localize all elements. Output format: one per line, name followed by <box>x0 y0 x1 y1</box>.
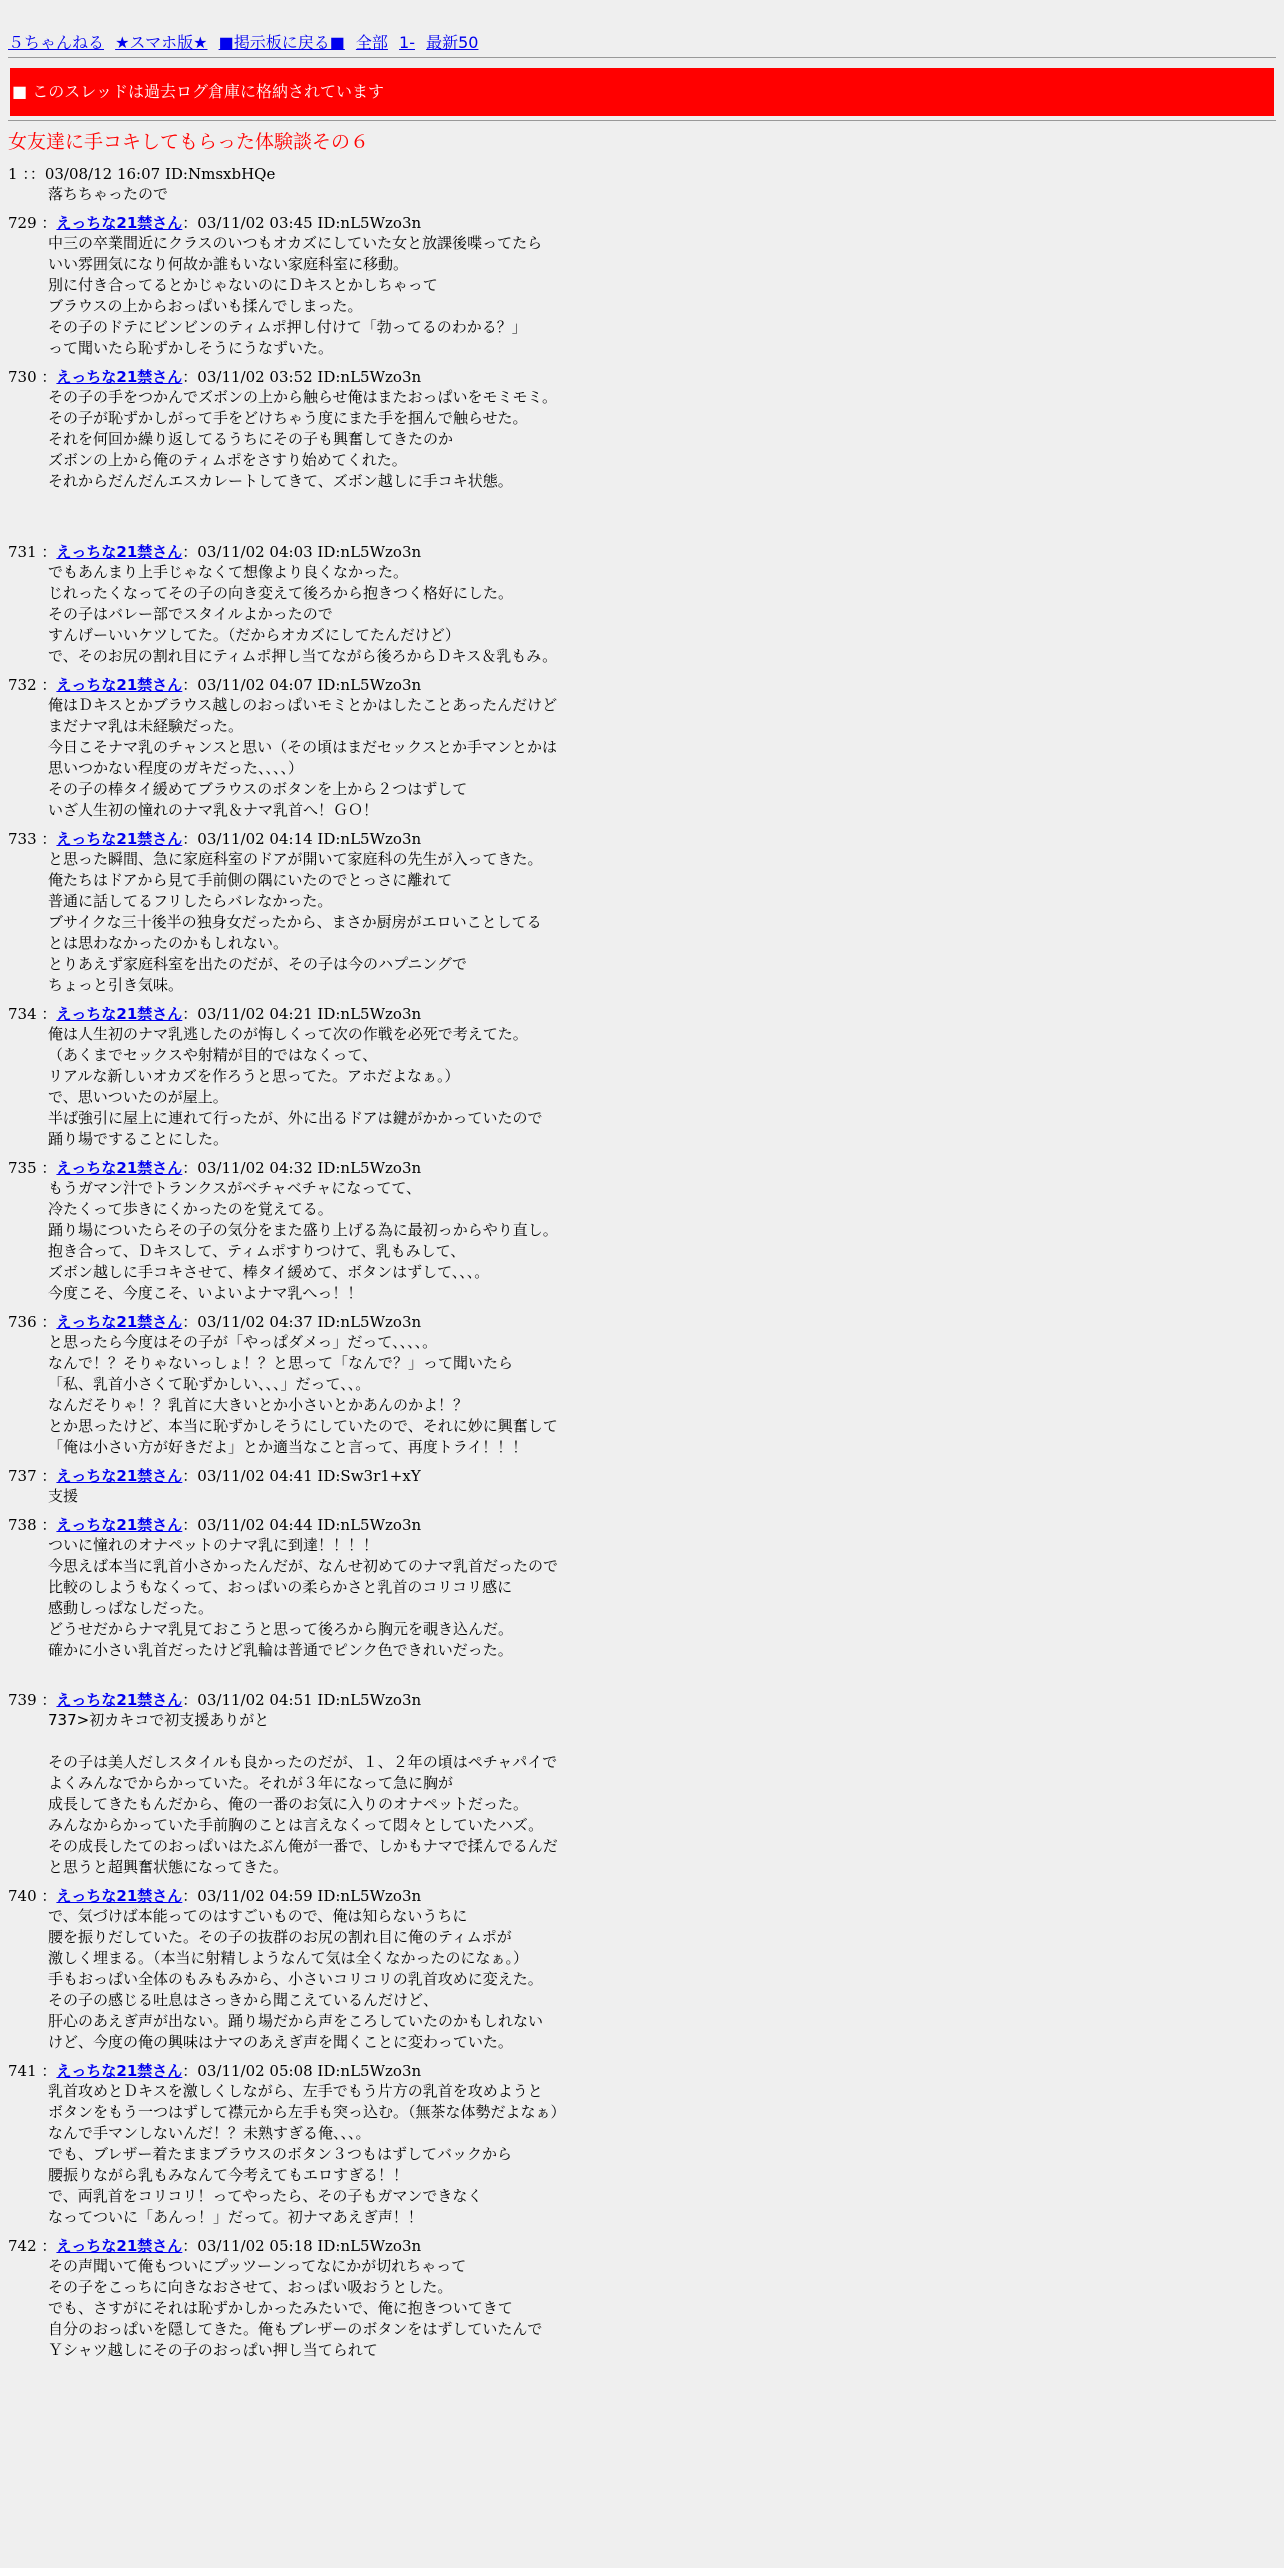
post-header: 730 ：えっちな21禁さん：03/11/02 03:52 ID:nL5Wzo3n <box>8 368 422 386</box>
poster-name-link[interactable]: えっちな21禁さん <box>56 1467 183 1485</box>
poster-name-link[interactable]: えっちな21禁さん <box>56 830 183 848</box>
post-item <box>8 2236 1276 2361</box>
poster-name-link[interactable]: えっちな21禁さん <box>56 2237 183 2255</box>
post-item <box>8 1004 1276 1150</box>
post-date-id: ：03/11/02 05:18 ID:nL5Wzo3n <box>182 2237 422 2255</box>
post-number: 740 <box>8 1887 37 1905</box>
post-header: 731 ：えっちな21禁さん：03/11/02 04:03 ID:nL5Wzo3n <box>8 543 422 561</box>
post-item <box>8 542 1276 667</box>
post-number: 739 <box>8 1691 37 1709</box>
post-date-id: ：03/11/02 03:52 ID:nL5Wzo3n <box>182 368 422 386</box>
site-link[interactable]: ５ちゃんねる <box>8 33 105 52</box>
post-body: もうガマン汁でトランクスがベチャベチャになってて、 冷たくって歩きにくかったのを覚えてる。 踊り場についたらその子の気分をまた盛り上げる為に最初っからやり直し。 抱き合って、Ｄキスして、ティムポすりつけて、乳もみして、 ズボン越しに手コキさせて、棒タイ緩めて、ボタンはずして、、、。 今度こそ、今度こそ、いよいよナマ乳へっ！！ <box>48 1179 558 1302</box>
poster-name-link[interactable]: えっちな21禁さん <box>56 543 183 561</box>
post-body: 俺は人生初のナマ乳逃したのが悔しくって次の作戦を必死で考えてた。 （あくまでセックスや射精が目的ではなくって、 リアルな新しいオカズを作ろうと思ってた。アホだよなぁ。） で、思いついたのが屋上。 半ば強引に屋上に連れて行ったが、外に出るドアは鍵がかかっていたので 踊り場ですることにした。 <box>48 1025 543 1148</box>
latest-50-link[interactable]: 最新50 <box>426 33 479 52</box>
post-item <box>8 1158 1276 1304</box>
post-header: 738 ：えっちな21禁さん：03/11/02 04:44 ID:nL5Wzo3n <box>8 1516 422 1534</box>
post-item <box>8 675 1276 821</box>
post-number: 737 <box>8 1467 37 1485</box>
poster-name-link[interactable]: えっちな21禁さん <box>56 2062 183 2080</box>
post-number: 733 <box>8 830 37 848</box>
post-number: 1 <box>8 165 18 183</box>
post-date-id: ：03/11/02 03:45 ID:nL5Wzo3n <box>182 214 422 232</box>
post-item <box>8 367 1276 534</box>
poster-name-link[interactable]: えっちな21禁さん <box>56 1313 183 1331</box>
post-header: 733 ：えっちな21禁さん：03/11/02 04:14 ID:nL5Wzo3n <box>8 830 422 848</box>
post-header: 741 ：えっちな21禁さん：03/11/02 05:08 ID:nL5Wzo3n <box>8 2062 422 2080</box>
poster-name-link[interactable]: えっちな21禁さん <box>56 1516 183 1534</box>
post-body: ついに憧れのオナペットのナマ乳に到達！！！！ 今思えば本当に乳首小さかったんだが、なんせ初めてのナマ乳首だったので 比較のしようもなくって、おっぱいの柔らかさと乳首のコリコリ感に 感動しっぱなしだった。 どうせだからナマ乳見ておこうと思って後ろから胸元を覗き込んだ。 確かに小さい乳首だったけど乳輪は普通でピンク色できれいだった。 <box>48 1536 559 1659</box>
post-date-id: ：03/11/02 04:07 ID:nL5Wzo3n <box>182 676 422 694</box>
post-body: 落ちちゃったので <box>48 185 169 203</box>
post-date-id: ：03/11/02 04:32 ID:nL5Wzo3n <box>182 1159 422 1177</box>
post-number: 730 <box>8 368 37 386</box>
post-header: 742 ：えっちな21禁さん：03/11/02 05:18 ID:nL5Wzo3n <box>8 2237 422 2255</box>
post-body: 737>初カキコで初支援ありがと その子は美人だしスタイルも良かったのだが、１、２年の頃はペチャパイで よくみんなでからかっていた。それが３年になって急に胸が 成長してきたもんだから、俺の一番のお気に入りのオナペットだった。 みんなからかっていた手前胸のことは言えなくって悶々としていたハズ。 その成長したてのおっぱいはたぶん俺が一番で、しかもナマで揉んでるんだ と思うと超興奮状態になってきた。 <box>48 1711 558 1876</box>
post-body: と思ったら今度はその子が「やっぱダメっ」だって、、、、。 なんで！？そりゃないっしょ！？と思って「なんで？」って聞いたら 「私、乳首小さくて恥ずかしい、、、」だって、、。 なんだそりゃ！？乳首に大きいとか小さいとかあんのかよ！？ とか思ったけど、本当に恥ずかしそうにしていたので、それに妙に興奮して 「俺は小さい方が好きだよ」とか適当なこと言って、再度トライ！！！ <box>48 1333 558 1456</box>
post-item <box>8 1515 1276 1682</box>
show-all-link[interactable]: 全部 <box>355 33 388 52</box>
post-date-id: ：03/11/02 04:14 ID:nL5Wzo3n <box>182 830 422 848</box>
post-list <box>8 164 1276 2361</box>
post-number: 741 <box>8 2062 37 2080</box>
post-item <box>8 2061 1276 2228</box>
poster-name-link[interactable]: えっちな21禁さん <box>56 676 183 694</box>
mobile-version-link[interactable]: ★スマホ版★ <box>115 33 208 52</box>
divider <box>8 120 1276 121</box>
post-item <box>8 1886 1276 2053</box>
post-number: 731 <box>8 543 37 561</box>
post-date-id: ：03/11/02 04:21 ID:nL5Wzo3n <box>182 1005 422 1023</box>
post-number: 729 <box>8 214 37 232</box>
first-posts-link[interactable]: 1- <box>399 33 415 52</box>
poster-name-link[interactable]: えっちな21禁さん <box>56 1691 183 1709</box>
post-number: 734 <box>8 1005 37 1023</box>
poster-name-link[interactable]: えっちな21禁さん <box>56 1887 183 1905</box>
post-number: 742 <box>8 2237 37 2255</box>
post-body: 俺はＤキスとかブラウス越しのおっぱいモミとかはしたことあったんだけど まだナマ乳は未経験だった。 今日こそナマ乳のチャンスと思い（その頃はまだセックスとか手マンとかは 思いつかない程度のガキだった、、、、） その子の棒タイ緩めてブラウスのボタンを上から２つはずして いざ人生初の憧れのナマ乳＆ナマ乳首へ！ＧＯ！ <box>48 696 558 819</box>
post-date-id: ：03/11/02 05:08 ID:nL5Wzo3n <box>182 2062 422 2080</box>
post-item <box>8 1466 1276 1507</box>
post-date-id: ：03/11/02 04:03 ID:nL5Wzo3n <box>182 543 422 561</box>
post-header: 737 ：えっちな21禁さん：03/11/02 04:41 ID:Sw3r1+xY <box>8 1467 421 1485</box>
post-header: 736 ：えっちな21禁さん：03/11/02 04:37 ID:nL5Wzo3n <box>8 1313 422 1331</box>
post-header: 739 ：えっちな21禁さん：03/11/02 04:51 ID:nL5Wzo3n <box>8 1691 422 1709</box>
poster-name-link[interactable]: えっちな21禁さん <box>56 214 183 232</box>
post-item <box>8 164 1276 205</box>
post-header: 729 ：えっちな21禁さん：03/11/02 03:45 ID:nL5Wzo3n <box>8 214 422 232</box>
post-date-id: ：03/11/02 04:51 ID:nL5Wzo3n <box>182 1691 422 1709</box>
post-item <box>8 1690 1276 1878</box>
post-number: 736 <box>8 1313 37 1331</box>
post-body: でもあんまり上手じゃなくて想像より良くなかった。 じれったくなってその子の向き変えて後ろから抱きつく格好にした。 その子はバレー部でスタイルよかったので すんげーいいケツしてた。（だからオカズにしてたんだけど） で、そのお尻の割れ目にティムポ押し当てながら後ろからＤキス＆乳もみ。 <box>48 563 558 665</box>
post-header: 734 ：えっちな21禁さん：03/11/02 04:21 ID:nL5Wzo3n <box>8 1005 422 1023</box>
post-body: 中三の卒業間近にクラスのいつもオカズにしていた女と放課後喋ってたら いい雰囲気になり何故か誰もいない家庭科室に移動。 別に付き合ってるとかじゃないのにＤキスとかしちゃって ブラウスの上からおっぱいも揉んでしまった。 その子のドテにビンビンのティムポ押し付けて「勃ってるのわかる？」 って聞いたら恥ずかしそうにうなずいた。 <box>48 234 543 357</box>
post-body: と思った瞬間、急に家庭科室のドアが開いて家庭科の先生が入ってきた。 俺たちはドアから見て手前側の隅にいたのでとっさに離れて 普通に話してるフリしたらバレなかった。 ブサイクな三十後半の独身女だったから、まさか厨房がエロいことしてる とは思わなかったのかもしれない。 とりあえず家庭科室を出たのだが、その子は今のハプニングで ちょっと引き気味。 <box>48 850 543 994</box>
thread-title: 女友達に手コキしてもらった体験談その６ <box>8 131 370 153</box>
back-to-board-link[interactable]: ■掲示板に戻る■ <box>218 33 345 52</box>
post-item <box>8 1312 1276 1458</box>
post-date-id: ：03/11/02 04:44 ID:nL5Wzo3n <box>182 1516 422 1534</box>
post-body: その子の手をつかんでズボンの上から触らせ俺はまたおっぱいをモミモミ。 その子が恥ずかしがって手をどけちゃう度にまた手を掴んで触らせた。 それを何回か繰り返してるうちにその子も興奮してきたのか ズボンの上から俺のティムポをさすり始めてくれた。 それからだんだんエスカレートしてきて、ズボン越しに手コキ状態。 <box>48 388 557 490</box>
archived-notice-banner: ■ このスレッドは過去ログ倉庫に格納されています <box>10 68 1274 116</box>
post-item <box>8 213 1276 359</box>
poster-name-link[interactable]: えっちな21禁さん <box>56 1005 183 1023</box>
post-body: その声聞いて俺もついにプッツーンってなにかが切れちゃって その子をこっちに向きなおさせて、おっぱい吸おうとした。 でも、さすがにそれは恥ずかしかったみたいで、俺に抱きついてきて 自分のおっぱいを隠してきた。俺もブレザーのボタンをはずしていたんで Ｙシャツ越しにその子のおっぱい押し当てられて <box>48 2257 543 2359</box>
divider <box>8 57 1276 58</box>
post-body: 乳首攻めとＤキスを激しくしながら、左手でもう片方の乳首を攻めようと ボタンをもう一つはずして襟元から左手も突っ込む。（無茶な体勢だよなぁ） なんで手マンしないんだ！？未熟すぎる俺、、、。 でも、ブレザー着たままブラウスのボタン３つもはずしてバックから 腰振りながら乳もみなんて今考えてもエロすぎる！！ で、両乳首をコリコリ！ってやったら、その子もガマンできなく なってついに「あんっ！」だって。初ナマあえぎ声！！ <box>48 2082 566 2226</box>
post-number: 738 <box>8 1516 37 1534</box>
post-item <box>8 829 1276 996</box>
post-date-id: ：03/11/02 04:59 ID:nL5Wzo3n <box>182 1887 422 1905</box>
poster-name-link[interactable]: えっちな21禁さん <box>56 368 183 386</box>
top-navigation <box>8 0 1276 53</box>
post-date-id: ：03/11/02 04:41 ID:Sw3r1+xY <box>182 1467 421 1485</box>
post-header: 735 ：えっちな21禁さん：03/11/02 04:32 ID:nL5Wzo3n <box>8 1159 422 1177</box>
post-body: 支援 <box>48 1487 79 1505</box>
post-date-id: ：03/11/02 04:37 ID:nL5Wzo3n <box>182 1313 422 1331</box>
post-date-id: ：03/08/12 16:07 ID:NmsxbHQe <box>29 165 276 183</box>
poster-name-link[interactable]: えっちな21禁さん <box>56 1159 183 1177</box>
post-header: 740 ：えっちな21禁さん：03/11/02 04:59 ID:nL5Wzo3n <box>8 1887 422 1905</box>
post-header: 732 ：えっちな21禁さん：03/11/02 04:07 ID:nL5Wzo3n <box>8 676 422 694</box>
post-number: 732 <box>8 676 37 694</box>
post-number: 735 <box>8 1159 37 1177</box>
post-body: で、気づけば本能ってのはすごいもので、俺は知らないうちに 腰を振りだしていた。その子の抜群のお尻の割れ目に俺のティムポが 激しく埋まる。（本当に射精しようなんて気は全くなかったのになぁ。） 手もおっぱい全体のもみもみから、小さいコリコリの乳首攻めに変えた。 その子の感じる吐息はさっきから聞こえているんだけど、 肝心のあえぎ声が出ない。踊り場だから声をころしていたのかもしれない けど、今度の俺の興味はナマのあえぎ声を聞くことに変わっていた。 <box>48 1907 544 2051</box>
post-header: 1 ：：03/08/12 16:07 ID:NmsxbHQe <box>8 165 276 183</box>
